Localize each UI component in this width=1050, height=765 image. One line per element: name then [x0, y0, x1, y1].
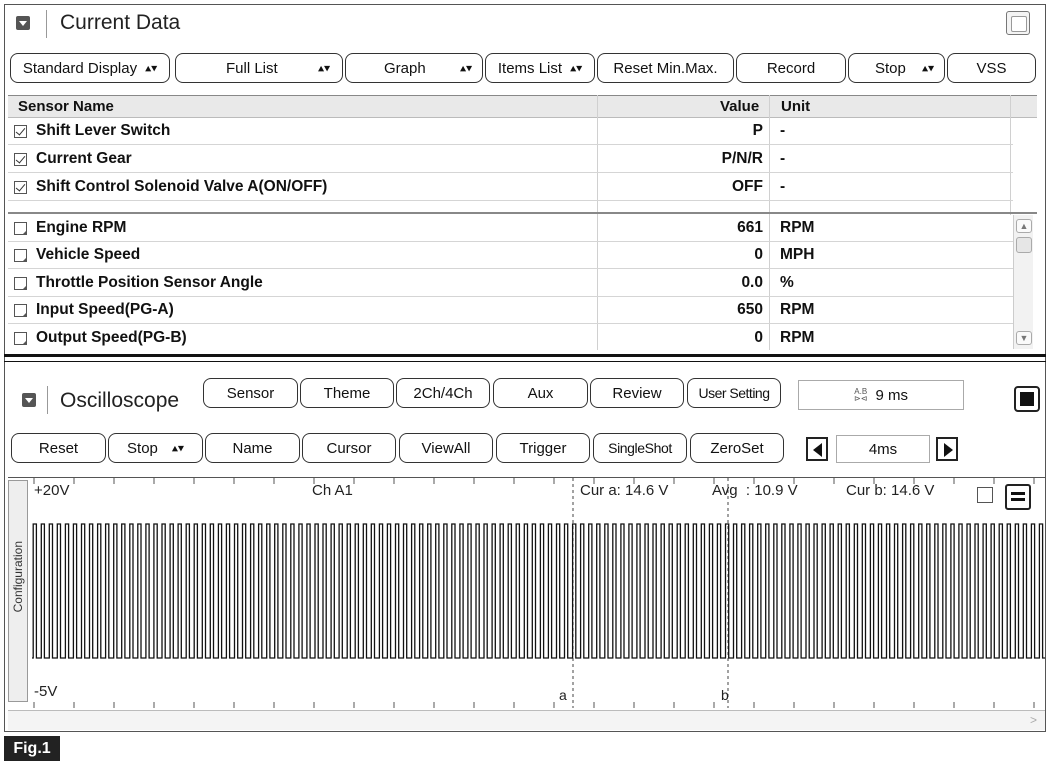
row-checkbox[interactable] [14, 277, 27, 290]
row-name: Input Speed(PG-A) [36, 301, 174, 318]
theme-button[interactable] [300, 378, 394, 408]
stop-select[interactable] [848, 53, 945, 83]
sensor-button[interactable] [203, 378, 298, 408]
row-unit: - [780, 122, 786, 139]
scroll-up-icon[interactable]: ▲ [1016, 219, 1032, 233]
full-list-label: Full List [226, 59, 278, 77]
table-row[interactable] [8, 174, 1013, 201]
table-row[interactable] [8, 215, 1013, 242]
table-header [8, 95, 1037, 118]
name-label: Name [232, 439, 273, 457]
col-sensor-name: Sensor Name [18, 98, 114, 115]
row-value: 650 [737, 301, 763, 318]
channel-label: Ch A1 [312, 482, 353, 499]
row-name: Current Gear [36, 150, 132, 167]
title-separator [46, 10, 47, 38]
cursor-label: Cursor [326, 439, 372, 457]
row-name: Engine RPM [36, 219, 127, 236]
table-row[interactable] [8, 242, 1013, 269]
items-list-select[interactable] [485, 53, 595, 83]
updown-arrows-icon: ▴▾ [921, 61, 934, 75]
aux-label: Aux [527, 384, 554, 402]
name-button[interactable] [205, 433, 300, 463]
oscilloscope-plot[interactable] [8, 477, 1045, 707]
row-name: Vehicle Speed [36, 246, 141, 263]
section-divider-line [4, 361, 1046, 362]
row-name: Shift Control Solenoid Valve A(ON/OFF) [36, 178, 328, 195]
row-name: Throttle Position Sensor Angle [36, 274, 263, 291]
row-checkbox[interactable] [14, 332, 27, 345]
configuration-tab[interactable] [8, 480, 28, 702]
period-readout [798, 380, 964, 410]
channel-menu-icon[interactable] [1005, 484, 1031, 510]
row-value: P [752, 122, 763, 139]
configuration-tab-label: Configuration [11, 541, 25, 613]
standard-display-select[interactable] [10, 53, 170, 83]
figure-label: Fig.1 [4, 736, 60, 761]
row-unit: RPM [780, 219, 815, 236]
table-row[interactable] [8, 118, 1013, 145]
theme-label: Theme [323, 384, 371, 402]
current-data-title: Current Data [60, 11, 181, 34]
user-setting-button[interactable] [687, 378, 781, 408]
reset-label: Reset [38, 439, 79, 457]
scroll-thumb[interactable] [1016, 237, 1032, 253]
record-button[interactable] [736, 53, 846, 83]
row-unit: MPH [780, 246, 815, 263]
trigger-label: Trigger [519, 439, 567, 457]
reset-min-max-label: Reset Min.Max. [613, 59, 718, 77]
cursor-button[interactable] [302, 433, 396, 463]
col-unit: Unit [781, 98, 811, 115]
collapse-oscilloscope-icon[interactable] [22, 393, 36, 407]
cursor-b-marker: b [721, 687, 729, 703]
section-divider[interactable] [4, 354, 1046, 357]
aux-button[interactable] [493, 378, 588, 408]
table-scrollbar[interactable] [1013, 215, 1033, 349]
col-value: Value [720, 98, 760, 115]
cursor-a-readout: Cur a: 14.6 V [580, 482, 669, 499]
row-checkbox[interactable] [14, 181, 27, 194]
table-row[interactable] [8, 297, 1013, 324]
time-increase-icon[interactable] [936, 437, 958, 461]
record-label: Record [766, 59, 816, 77]
scroll-right-icon[interactable]: > [1029, 713, 1037, 727]
average-readout: Avg : 10.9 V [712, 482, 798, 499]
time-decrease-icon[interactable] [806, 437, 828, 461]
fixed-rows-separator [8, 212, 1037, 214]
time-division-value: 4ms [868, 440, 898, 458]
title-separator [47, 386, 48, 414]
y-max-label: +20V [34, 482, 70, 499]
waveform-trace [32, 524, 1045, 658]
updown-arrows-icon: ▴▾ [459, 61, 472, 75]
time-division-field[interactable] [836, 435, 930, 463]
row-name: Output Speed(PG-B) [36, 329, 187, 346]
updown-arrows-icon: ▴▾ [145, 61, 158, 75]
singleshot-button[interactable] [593, 433, 687, 463]
left-triangle-icon [813, 443, 822, 457]
stop-select[interactable] [108, 433, 203, 463]
y-min-label: -5V [34, 683, 58, 700]
row-checkbox[interactable] [14, 222, 27, 235]
row-checkbox[interactable] [14, 304, 27, 317]
maximize-icon[interactable] [1006, 11, 1030, 35]
review-button[interactable] [590, 378, 684, 408]
reset-button[interactable] [11, 433, 106, 463]
row-value: P/N/R [721, 150, 763, 167]
channel-checkbox[interactable] [977, 487, 993, 503]
row-unit: % [780, 274, 794, 291]
graph-select[interactable] [345, 53, 483, 83]
row-unit: - [780, 178, 786, 195]
row-value: 0 [754, 246, 763, 263]
collapse-current-data-icon[interactable] [16, 16, 30, 30]
vss-button[interactable] [947, 53, 1036, 83]
table-row[interactable] [8, 270, 1013, 297]
vss-label: VSS [976, 59, 1007, 77]
row-checkbox[interactable] [14, 125, 27, 138]
row-unit: RPM [780, 329, 815, 346]
right-triangle-icon [944, 443, 953, 457]
user-setting-label: User Setting [698, 385, 770, 401]
row-value: 0 [754, 329, 763, 346]
standard-display-label: Standard Display [22, 59, 138, 77]
row-value: OFF [732, 178, 763, 195]
period-value: 9 ms [875, 386, 908, 404]
plot-horizontal-scrollbar[interactable] [8, 710, 1045, 730]
zeroset-button[interactable] [690, 433, 784, 463]
full-list-select[interactable] [175, 53, 343, 83]
graph-label: Graph [384, 59, 426, 77]
sensor-label: Sensor [226, 384, 275, 402]
row-name: Shift Lever Switch [36, 122, 171, 139]
stop-label: Stop [875, 59, 906, 77]
table-row[interactable] [8, 146, 1013, 173]
ab-period-icon: A.B ⊳⊲ [854, 387, 868, 403]
row-value: 661 [737, 219, 763, 236]
stop-record-icon[interactable] [1014, 386, 1040, 412]
row-checkbox[interactable] [14, 153, 27, 166]
singleshot-label: SingleShot [608, 440, 672, 456]
viewall-button[interactable] [399, 433, 493, 463]
updown-arrows-icon: ▴▾ [317, 61, 330, 75]
row-unit: - [780, 150, 786, 167]
row-checkbox[interactable] [14, 249, 27, 262]
axis-ticks [34, 478, 1034, 708]
review-label: Review [612, 384, 662, 402]
reset-min-max-button[interactable] [597, 53, 734, 83]
oscilloscope-title: Oscilloscope [60, 389, 180, 412]
items-list-label: Items List [497, 59, 563, 77]
trigger-button[interactable] [496, 433, 590, 463]
row-value: 0.0 [741, 274, 763, 291]
stop-label: Stop [127, 439, 158, 457]
channel-count-label: 2Ch/4Ch [413, 384, 473, 402]
row-unit: RPM [780, 301, 815, 318]
waveform-svg [8, 478, 1045, 708]
cursor-b-readout: Cur b: 14.6 V [846, 482, 935, 499]
cursor-a-marker: a [559, 687, 567, 703]
zeroset-label: ZeroSet [710, 439, 764, 457]
channel-count-button[interactable] [396, 378, 490, 408]
viewall-label: ViewAll [421, 439, 471, 457]
table-row[interactable] [8, 325, 1013, 352]
updown-arrows-icon: ▴▾ [171, 441, 184, 455]
updown-arrows-icon: ▴▾ [570, 61, 583, 75]
scroll-down-icon[interactable]: ▼ [1016, 331, 1032, 345]
